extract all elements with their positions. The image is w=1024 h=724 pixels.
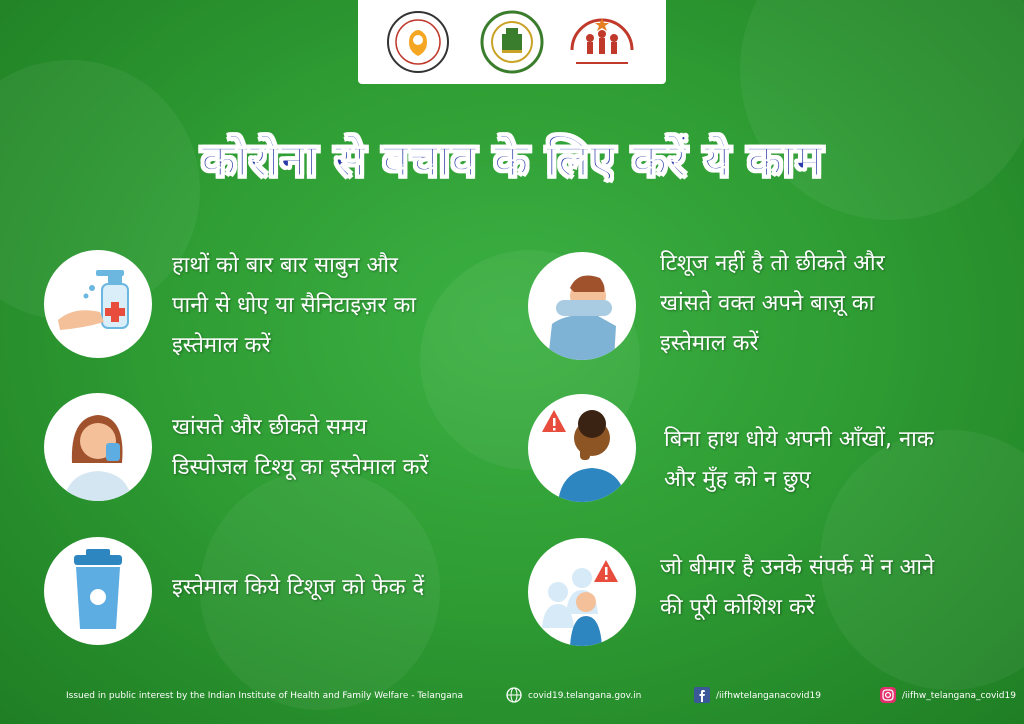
facebook-icon xyxy=(694,687,710,703)
globe-icon xyxy=(506,687,522,703)
page-title: कोरोना से बचाव के लिए करें ये काम xyxy=(200,133,824,187)
website-link[interactable]: covid19.telangana.gov.in xyxy=(528,691,642,701)
instruction-text: टिशूज नहीं है तो छीकते और खांसते वक्त अपने बाज़ू का इस्तेमाल करें xyxy=(660,251,885,356)
instagram-icon xyxy=(880,687,896,703)
logo-header xyxy=(358,0,666,84)
telangana-seal-logo xyxy=(480,10,544,74)
instruction-text: इस्तेमाल किये टिशूज को फेक दें xyxy=(172,575,425,600)
iihfw-seal-logo xyxy=(386,10,450,74)
avoid-sick-people-icon xyxy=(528,538,636,646)
footer xyxy=(0,682,1024,712)
cough-into-elbow-icon xyxy=(528,252,636,360)
dustbin-icon xyxy=(44,537,152,645)
touching-face-warning-icon xyxy=(528,394,636,502)
woman-tissue-icon xyxy=(44,393,152,501)
instruction-text: खांसते और छीकते समय डिस्पोजल टिश्यू का इस्तेमाल करें xyxy=(172,415,429,480)
instruction-text: बिना हाथ धोये अपनी आँखों, नाक और मुँह को न छुए xyxy=(664,427,934,492)
instruction-text: हाथों को बार बार साबुन और पानी से धोए या सैनिटाइज़र का इस्तेमाल करें xyxy=(172,253,417,358)
national-health-mission-logo xyxy=(564,10,640,74)
instagram-link[interactable]: /iifhw_telangana_covid19 xyxy=(902,691,1016,701)
instruction-text: जो बीमार है उनके संपर्क में न आने की पूरी कोशिश करें xyxy=(660,555,935,620)
issued-by-text: Issued in public interest by the Indian Institute of Health and Family Welfare - Telangana xyxy=(66,691,463,701)
hand-sanitizer-icon xyxy=(44,250,152,358)
facebook-link[interactable]: /iifhwtelanganacovid19 xyxy=(716,691,821,701)
